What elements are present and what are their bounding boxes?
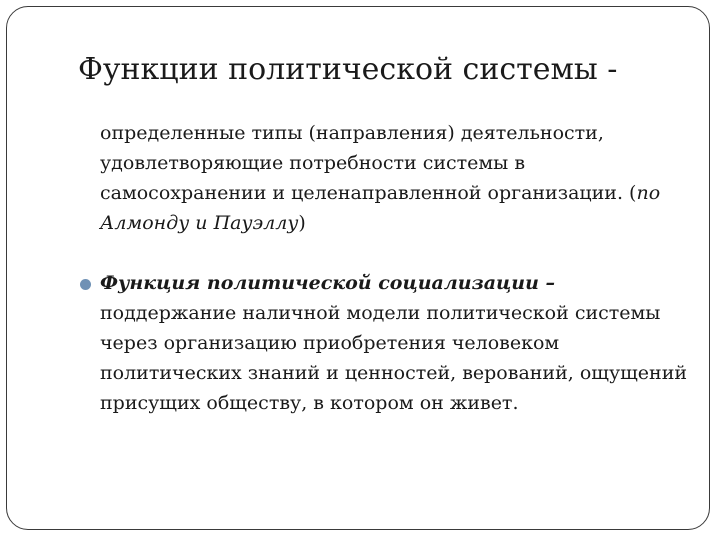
bullet-text: поддержание наличной модели политической системы через организацию приобретения человеком политических знаний и ценностей, верований, ощущений присущих обществу, в котором он живет.	[100, 302, 688, 414]
definition-text: определенные типы (направления) деятельности, удовлетворяющие потребности системы в самосохранении и целенаправленной организации. (	[100, 122, 637, 204]
bullet-term: Функция политической социализации	[100, 272, 539, 294]
bullet-separator: –	[538, 272, 556, 294]
slide-title: Функции политической системы -	[78, 52, 618, 87]
definition-paragraph	[100, 118, 690, 238]
definition-closing: )	[298, 212, 306, 234]
definition-author: по Алмонду и Пауэллу	[100, 182, 661, 234]
bullet-item-socialization	[100, 268, 690, 418]
bullet-dot-icon	[80, 279, 91, 290]
